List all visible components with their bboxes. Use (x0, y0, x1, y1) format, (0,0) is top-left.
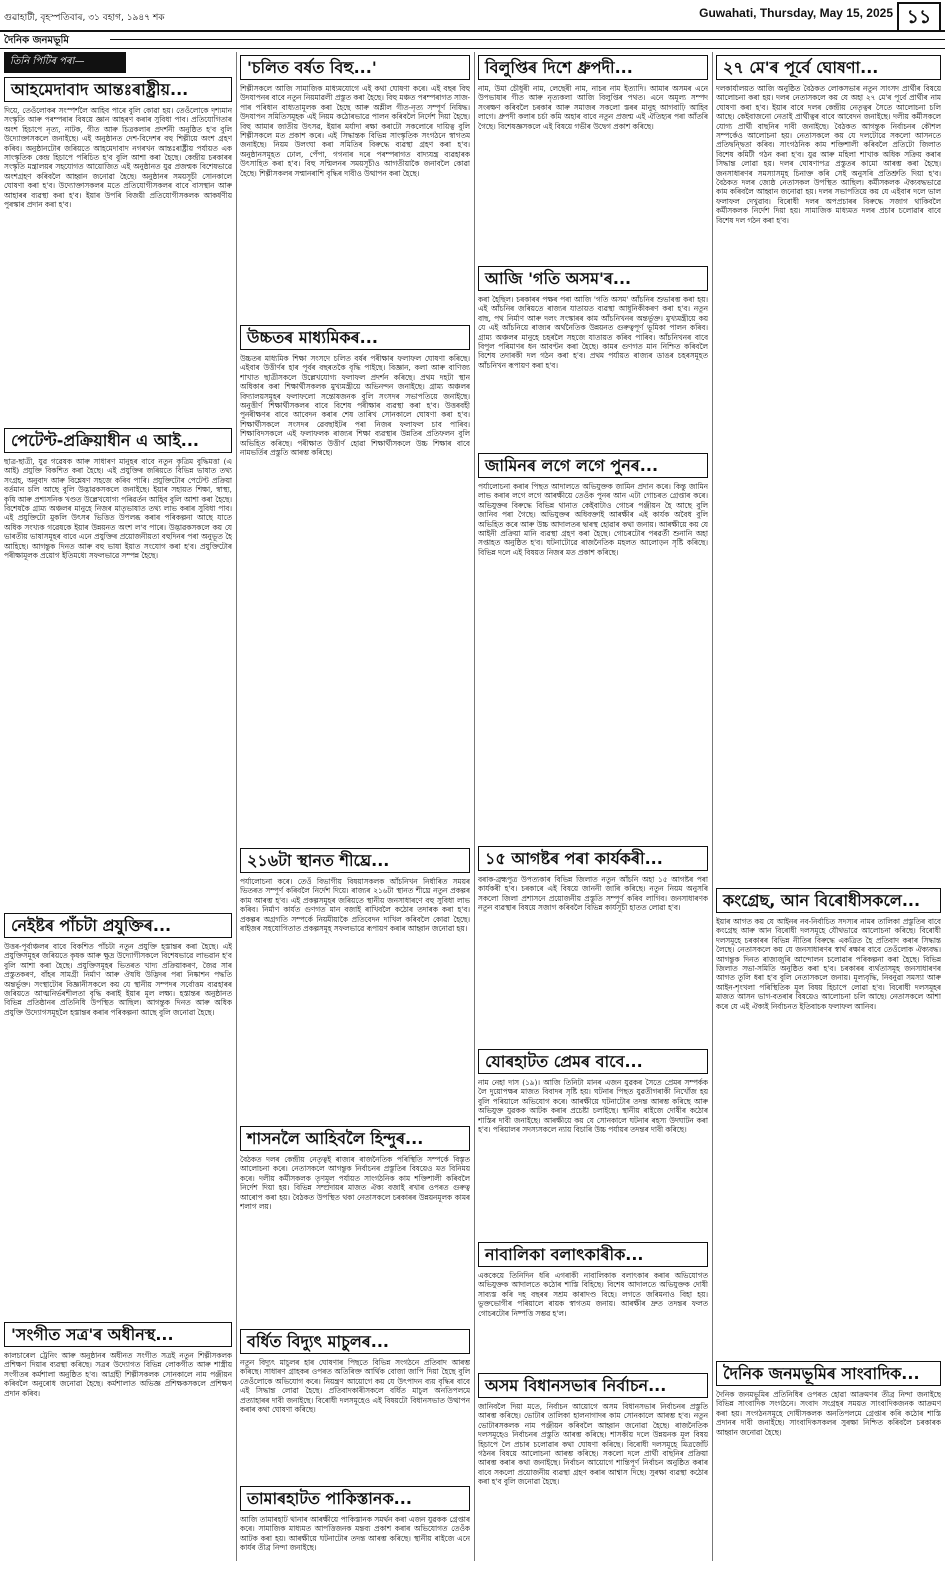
article-headline: তামাৰহাটত পাকিস্তানক... (240, 1486, 470, 1511)
article-electricity-tariff (240, 1329, 470, 1482)
article-body: উত্তৰ-পূৰ্বাঞ্চলৰ বাবে বিকশিত পাঁচটা নতুন প্ৰযুক্তি হস্তান্তৰ কৰা হৈছে। এই প্ৰযুক্তিসমূহৰ জৰিয়তে কৃষক আৰু ক্ষুদ্ৰ উদ্যোগীসকলে বিশেষভাৱে লাভৱান হ'ব বুলি আশা কৰা হৈছে। প্ৰযুক্তিসমূহৰ ভিতৰত খাদ্য প্ৰক্ৰিয়াকৰণ, জৈৱ সাৰ প্ৰস্তুতকৰণ, বাঁহৰ সামগ্ৰী নিৰ্মাণ আৰু ঔষধি উদ্ভিদৰ পৰা নিষ্কাশন পদ্ধতি অন্তৰ্ভুক্ত। সংস্থাটোৰ বিজ্ঞানীসকলে কয় যে স্থানীয় সম্পদৰ সৰ্বোত্তম ব্যৱহাৰৰ জৰিয়তে আত্মনিৰ্ভৰশীলতা বৃদ্ধি কৰাই ইয়াৰ মূল লক্ষ্য। হস্তান্তৰ অনুষ্ঠানত বিভিন্ন প্ৰতিষ্ঠানৰ প্ৰতিনিধি উপস্থিত আছিল। আগন্তুক দিনত আৰু অধিক প্ৰযুক্তি উদ্যোগসমূহলৈ হস্তান্তৰ কৰাৰ পৰিকল্পনা আছে বুলি জনোৱা হৈছে। (4, 942, 232, 1017)
column-divider (236, 52, 237, 1561)
article-headline: উচ্চতৰ মাধ্যমিকৰ... (240, 325, 470, 350)
article-216-places (240, 848, 470, 1122)
article-body: দলকাৰ্যালয়ত আজি অনুষ্ঠিত বৈঠকত লোকসভাৰ নতুন সাংসদ প্ৰাৰ্থীৰ বিষয়ে আলোচনা কৰা হয়। দলৰ নেতাসকলে কয় যে অহা ২৭ মে'ৰ পূৰ্বে প্ৰাৰ্থীৰ নাম ঘোষণা কৰা হ'ব। ইয়াৰ বাবে দলৰ কেন্দ্ৰীয় নেতৃত্বৰ সৈতে আলোচনা চলি আছে। কেইবাজনো নেতাই প্ৰাৰ্থীত্বৰ বাবে আবেদন জনাইছে। দলীয় কৰ্মীসকলে যোগ্য প্ৰাৰ্থী বাছনিৰ দাবী জনাইছে। বৈঠকত আগন্তুক নিৰ্বাচনৰ কৌশল সম্পৰ্কেও আলোচনা হয়। নেতাসকলে কয় যে দলটোৱে সকলো আসনতে প্ৰতিদ্বন্দ্বিতা কৰিব। সাংগঠনিক কাম শক্তিশালী কৰিবলৈ প্ৰতিটো জিলাত বিশেষ কমিটী গঠন কৰা হ'ব। যুৱ আৰু মহিলা শাখাক অধিক সক্ৰিয় কৰাৰ সিদ্ধান্ত লোৱা হয়। দলৰ ঘোষণাপত্ৰ প্ৰস্তুতৰ কামো আৰম্ভ কৰা হৈছে। জনসাধাৰণৰ সমস্যাসমূহ চিনাক্ত কৰি সেই অনুসৰি প্ৰতিশ্ৰুতি দিয়া হ'ব। বৈঠকত দলৰ জ্যেষ্ঠ নেতাসকল উপস্থিত আছিল। কৰ্মীসকলক ঐক্যবদ্ধভাৱে কাম কৰিবলৈ আহ্বান জনোৱা হয়। দলৰ সভাপতিয়ে কয় যে এইবাৰ দলে ভাল ফলাফল দেখুৱাব। বিৰোধী দলৰ অপপ্ৰচাৰৰ বিৰুদ্ধে সজাগ থাকিবলৈ কৰ্মীসকলক নিৰ্দেশ দিয়া হয়। সামাজিক মাধ্যমত দলৰ প্ৰচাৰ চলোৱাৰ বাবে বিশেষ দল গঠন কৰা হ'ব। (716, 84, 941, 225)
article-minor-rape (478, 1242, 708, 1369)
article-headline: ২১৬টা স্থানত শীঘ্ৰে... (240, 848, 470, 873)
article-body: শিল্পীসকলে আজি সামাজিক মাধ্যমযোগে এই কথা ঘোষণা কৰে। এই বছৰ বিহু উদযাপনৰ বাবে নতুন নিয়মাৱলী প্ৰস্তুত কৰা হৈছে। বিহু মঞ্চত পৰম্পৰাগত সাজ-পাৰ পৰিধান বাধ্যতামূলক কৰা হৈছে আৰু অশ্লীল গীত-নৃত্য সম্পূৰ্ণ নিষিদ্ধ। উদযাপন সমিতিসমূহক এই নিয়ম কঠোৰভাৱে পালন কৰিবলৈ নিৰ্দেশ দিয়া হৈছে। বিহু আমাৰ জাতীয় উৎসৱ, ইয়াৰ মৰ্যাদা ৰক্ষা কৰাটো সকলোৰে দায়িত্ব বুলি শিল্পীসকলে মত প্ৰকাশ কৰে। এই সিদ্ধান্তক বিভিন্ন সাংস্কৃতিক সংগঠনে স্বাগতম জনাইছে। নিয়ম উলংঘা কৰা সমিতিৰ বিৰুদ্ধে ব্যৱস্থা গ্ৰহণ কৰা হ'ব। অনুষ্ঠানসমূহত ঢোল, পেঁপা, গগনাৰ দৰে পৰম্পৰাগত বাদ্যযন্ত্ৰ ব্যৱহাৰক উৎসাহিত কৰা হ'ব। বিহু সন্মিলনৰ সময়সূচীও আগতীয়াকৈ জনাবলৈ কোৱা হৈছে। শিল্পীসকলৰ সন্মানৰাশি বৃদ্ধিৰ দাবীও উত্থাপন কৰা হৈছে। (240, 84, 470, 178)
article-body: দিয়ে, তেওঁলোকৰ সংস্পৰ্শলৈ আহিব পাৰে বুলি কোৱা হয়। তেওঁলোকে দৃশ্যমান সংস্কৃতি আৰু পৰম্পৰাৰ বিষয়ে জ্ঞান আহৰণ কৰাৰ সুবিধা পাব। প্ৰতিযোগিতাৰ অংশ হিচাপে নৃত্য, নাটক, গীত আৰু চিত্ৰকলাৰ প্ৰদৰ্শনী অনুষ্ঠিত হ'ব বুলি উদ্যোক্তাসকলে জনাইছে। এই অনুষ্ঠানত দেশ-বিদেশৰ বহু শিল্পীয়ে অংশ গ্ৰহণ কৰিব। অনুষ্ঠানটোৰ জৰিয়তে আহমেদাবাদ নগৰখন আন্তঃৰাষ্ট্ৰীয় পৰ্যায়ত এক সাংস্কৃতিক কেন্দ্ৰ হিচাপে পৰিচিত হ'ব বুলি আশা কৰা হৈছে। কেন্দ্ৰীয় চৰকাৰৰ সংস্কৃতি মন্ত্ৰালয়ৰ সহযোগত আয়োজিত এই অনুষ্ঠানত যুৱ প্ৰজন্মক বিশেষভাৱে অংশগ্ৰহণ কৰিবলৈ আহ্বান জনোৱা হৈছে। অনুষ্ঠানৰ সময়সূচী সোনকালে ঘোষণা কৰা হ'ব। উদ্যোক্তাসকলৰ মতে প্ৰতিযোগীসকলৰ বাবে বাসস্থান আৰু আহাৰৰ ব্যৱস্থা কৰা হ'ব। ইয়াৰ উপৰি বিজয়ী প্ৰতিযোগীসকলক আকৰ্ষণীয় পুৰস্কাৰ প্ৰদান কৰা হ'ব। (4, 106, 232, 210)
article-body: আজি তামাৰহাট থানাৰ আৰক্ষীয়ে পাকিস্তানক সমৰ্থন কৰা এজন যুৱকক গ্ৰেপ্তাৰ কৰে। সামাজিক মাধ্যমত আপত্তিজনক মন্তব্য প্ৰকাশ কৰাৰ অভিযোগত তেওঁক আটক কৰা হয়। আৰক্ষীয়ে ঘটনাটোৰ তদন্ত আৰম্ভ কৰিছে। স্থানীয় ৰাইজে এনে কাৰ্যৰ তীব্ৰ নিন্দা জনাইছে। (240, 1515, 470, 1553)
article-tamarhat (240, 1486, 470, 1561)
masthead (0, 0, 945, 30)
column-2 (240, 52, 470, 1561)
column-1 (4, 52, 232, 1561)
article-jorhat (478, 1049, 708, 1238)
article-body: পৰ্যালোচনা কৰে। তেওঁ বিভাগীয় বিষয়াসকলক আঁচনিখন নিৰ্ধাৰিত সময়ৰ ভিতৰত সম্পূৰ্ণ কৰিবলৈ নিৰ্দেশ দিয়ে। ৰাজ্যৰ ২১৬টা স্থানত শীঘ্ৰে নতুন প্ৰকল্পৰ কাম আৰম্ভ হ'ব। এই প্ৰকল্পসমূহৰ জৰিয়তে স্থানীয় জনসাধাৰণে বহু সুবিধা লাভ কৰিব। নিৰ্মাণ কাৰ্যত গুণগত মান বজাই ৰাখিবলৈ কঠোৰ তদাৰক কৰা হ'ব। প্ৰকল্পৰ অগ্ৰগতি সম্পৰ্কে নিয়মীয়াকৈ প্ৰতিবেদন দাখিল কৰিবলৈ কোৱা হৈছে। ৰাইজৰ সহযোগিতাত প্ৰকল্পসমূহ সফলভাৱে ৰূপায়ণ কৰাৰ আহ্বান জনোৱা হয়। (240, 877, 470, 934)
article-august-15 (478, 846, 708, 1045)
column-4 (716, 52, 941, 1561)
article-headline: ২৭ মে'ৰ পূৰ্বে ঘোষণা... (716, 55, 941, 80)
article-headline: 'সংগীত সত্ৰ'ৰ অধীনস্থ... (4, 1322, 232, 1347)
article-headline: ১৫ আগষ্টৰ পৰা কাৰ্যকৰী... (478, 846, 708, 871)
newspaper-name: দৈনিক জনমভূমি (4, 35, 69, 46)
article-body: নতুন বিদ্যুৎ মাচুলৰ হাৰ ঘোষণাৰ পিছতে বিভিন্ন সংগঠনে প্ৰতিবাদ আৰম্ভ কৰিছে। সাধাৰণ গ্ৰাহকৰ ওপৰত অতিৰিক্ত আৰ্থিক বোজা জাপি দিয়া হৈছে বুলি তেওঁলোকে অভিযোগ কৰে। নিয়ন্ত্ৰণ আয়োগে কয় যে উৎপাদন ব্যয় বৃদ্ধিৰ বাবে এই সিদ্ধান্ত লোৱা হৈছে। প্ৰতিবাদকাৰীসকলে বৰ্ধিত মাচুল অনতিপলমে প্ৰত্যাহাৰৰ দাবী জনাইছে। বিৰোধী দলসমূহেও এই বিষয়টো বিধানসভাত উত্থাপন কৰাৰ কথা ঘোষণা কৰিছে। (240, 1358, 470, 1415)
article-headline: অসম বিধানসভাৰ নিৰ্বাচন... (478, 1373, 708, 1398)
article-body: কৰা হৈছিল। চৰকাৰৰ পক্ষৰ পৰা আজি 'গতি অসম' আঁচনিৰ শুভাৰম্ভ কৰা হয়। এই আঁচনিৰ জৰিয়তে ৰাজ্যৰ যাতায়ত ব্যৱস্থা আধুনিকীকৰণ কৰা হ'ব। নতুন বাছ, পথ নিৰ্মাণ আৰু দলং সংস্কাৰৰ কাম আঁচনিখনৰ অন্তৰ্ভুক্ত। মুখ্যমন্ত্ৰীয়ে কয় যে এই আঁচনিয়ে ৰাজ্যৰ অৰ্থনৈতিক উন্নয়নত গুৰুত্বপূৰ্ণ ভূমিকা পালন কৰিব। গ্ৰাম্য অঞ্চলৰ মানুহে চহৰলৈ সহজে যাতায়ত কৰিব পাৰিব। আঁচনিখনৰ বাবে বিপুল পৰিমাণৰ ধন আবণ্টন কৰা হৈছে। কামৰ গুণগত মান নিশ্চিত কৰিবলৈ বিশেষ তদাৰকী দল গঠন কৰা হ'ব। প্ৰথম পৰ্যায়ত ৰাজ্যৰ ডাঙৰ চহৰসমূহত আঁচনিখন ৰূপায়ণ কৰা হ'ব। (478, 295, 708, 370)
article-bail (478, 453, 708, 842)
article-body: দৈনিক জনমভূমিৰ প্ৰতিনিধিৰ ওপৰত হোৱা আক্ৰমণৰ তীব্ৰ নিন্দা জনাইছে বিভিন্ন সাংবাদিক সংগঠনে। সংবাদ সংগ্ৰহৰ সময়ত সাংবাদিকজনক আক্ৰমণ কৰা হয়। সংগঠনসমূহে দোষীসকলক অনতিপলমে গ্ৰেপ্তাৰ কৰি কঠোৰ শাস্তি প্ৰদানৰ দাবী জনাইছে। সাংবাদিকসকলৰ সুৰক্ষা নিশ্চিত কৰিবলৈ চৰকাৰক আহ্বান জনোৱা হৈছে। (716, 1390, 941, 1437)
article-headline: নাবালিকা বলাৎকাৰীক... (478, 1242, 708, 1267)
article-body: উচ্চতৰ মাধ্যমিক শিক্ষা সংসদে চলিত বৰ্ষৰ পৰীক্ষাৰ ফলাফল ঘোষণা কৰিছে। এইবাৰ উত্তীৰ্ণৰ হাৰ পূৰ্বৰ বছৰতকৈ বৃদ্ধি পাইছে। বিজ্ঞান, কলা আৰু বাণিজ্য শাখাত ছাত্ৰীসকলে উল্লেখযোগ্য ফলাফল প্ৰদৰ্শন কৰিছে। প্ৰথম দহটা স্থান অধিকাৰ কৰা শিক্ষাৰ্থীসকলক মুখ্যমন্ত্ৰীয়ে অভিনন্দন জনাইছে। গ্ৰাম্য অঞ্চলৰ বিদ্যালয়সমূহৰ ফলাফলো সন্তোষজনক বুলি সংসদৰ সভাপতিয়ে জনাইছে। অনুত্তীৰ্ণ শিক্ষাৰ্থীসকলৰ বাবে বিশেষ পৰীক্ষাৰ ব্যৱস্থা কৰা হ'ব। উত্তৰবহী পুনৰীক্ষণৰ বাবে আবেদন কৰাৰ শেষ তাৰিখ সোনকালে ঘোষণা কৰা হ'ব। শিক্ষাৰ্থীসকলে সংসদৰ ৱেবছাইটৰ পৰা নিজৰ ফলাফল চাব পাৰিব। শিক্ষাবিদসকলে এই ফলাফলক ৰাজ্যৰ শিক্ষা ব্যৱস্থাৰ উন্নতিৰ প্ৰতিফলন বুলি অভিহিত কৰিছে। পৰীক্ষাত উত্তীৰ্ণ হোৱা শিক্ষাৰ্থীসকলে উচ্চ শিক্ষাৰ বাবে নামভৰ্তিৰ প্ৰস্তুতি আৰম্ভ কৰিছে। (240, 354, 470, 458)
brand-bar (0, 30, 945, 49)
column-divider (712, 52, 713, 1561)
article-body: বৰাক-ব্ৰহ্মপুত্ৰ উপত্যকাৰ বিভিন্ন জিলাত নতুন আঁচনি অহা ১৫ আগষ্টৰ পৰা কাৰ্যকৰী হ'ব। চৰকাৰে এই বিষয়ে জাননী জাৰি কৰিছে। নতুন নিয়ম অনুসৰি সকলো জিলা প্ৰশাসনে প্ৰয়োজনীয় প্ৰস্তুতি সম্পূৰ্ণ কৰিব লাগিব। জনসাধাৰণক নতুন ব্যৱস্থাৰ বিষয়ে সজাগ কৰিবলৈ বিভিন্ন কাৰ্যসূচী হাতত লোৱা হ'ব। (478, 875, 708, 913)
article-headline: আহমেদাবাদ আন্তঃৰাষ্ট্ৰীয়... (4, 77, 232, 102)
article-headline: নেইষ্টৰ পাঁচটা প্ৰযুক্তিৰ... (4, 913, 232, 938)
article-headline: জামিনৰ লগে লগে পুনৰ... (478, 453, 708, 478)
article-hs-result (240, 325, 470, 844)
article-body: কালচাৰেল ট্ৰেনিং আৰু অনুষ্ঠানৰ অধীনত সংগীত সত্ৰই নতুন শিল্পীসকলক প্ৰশিক্ষণ দিয়াৰ ব্যৱস্থা কৰিছে। সত্ৰৰ উদ্যোগত বিভিন্ন লোকগীত আৰু শাস্ত্ৰীয় সংগীতৰ কৰ্মশালা অনুষ্ঠিত হ'ব। আগ্ৰহী শিল্পীসকলক সোনকালে নাম পঞ্জীয়ন কৰিবলৈ অনুৰোধ জনোৱা হৈছে। কৰ্মশালাত অভিজ্ঞ প্ৰশিক্ষকসকলে প্ৰশিক্ষণ প্ৰদান কৰিব। (4, 1351, 232, 1398)
article-body: ইয়াৰ আগত কয় যে আইনৰ নব-নিৰ্বাচিত সদস্যৰ নামৰ তালিকা প্ৰস্তুতিৰ বাবে কংগ্ৰেছ আৰু আন বিৰোধী দলসমূহে যৌথভাৱে আলোচনা কৰিছে। বিৰোধী দলসমূহে চৰকাৰৰ বিভিন্ন নীতিৰ বিৰুদ্ধে একত্ৰিত হৈ প্ৰতিবাদ কৰাৰ সিদ্ধান্ত লৈছে। নেতাসকলে কয় যে জনসাধাৰণৰ স্বাৰ্থ ৰক্ষাৰ বাবে তেওঁলোক ঐক্যবদ্ধ। আগন্তুক দিনত ৰাজ্যজুৰি আন্দোলন চলোৱাৰ পৰিকল্পনা কৰা হৈছে। বিভিন্ন জিলাত সভা-সমিতি অনুষ্ঠিত কৰা হ'ব। চৰকাৰৰ ব্যৰ্থতাসমূহ জনসাধাৰণৰ আগত তুলি ধৰা হ'ব বুলি নেতাসকলে জনায়। মূল্যবৃদ্ধি, নিবনুৱা সমস্যা আৰু আইন-শৃংখলা পৰিস্থিতিক মূল বিষয় হিচাপে লোৱা হ'ব। বিৰোধী দলসমূহৰ মাজত আসন ভাগ-বতৰাৰ বিষয়েও আলোচনা চলি আছে। নেতাসকলে আশা কৰে যে এই ঐক্যই নিৰ্বাচনত ইতিবাচক ফলাফল আনিব। (716, 917, 941, 1011)
article-body: বৈঠকত দলৰ কেন্দ্ৰীয় নেতৃত্বই ৰাজ্যৰ ৰাজনৈতিক পৰিস্থিতি সম্পৰ্কে বিস্তৃত আলোচনা কৰে। নেতাসকলে আগন্তুক নিৰ্বাচনৰ প্ৰস্তুতিৰ বিষয়েও মত বিনিময় কৰে। দলীয় কৰ্মীসকলক তৃণমূল পৰ্যায়ত সাংগঠনিক কাম শক্তিশালী কৰিবলৈ নিৰ্দেশ দিয়া হয়। বিভিন্ন সম্প্ৰদায়ৰ মাজত ঐক্য বজাই ৰখাৰ ওপৰত গুৰুত্ব আৰোপ কৰা হয়। বৈঠকত উপস্থিত থকা নেতাসকলে চৰকাৰৰ উন্নয়নমূলক কামৰ শলাগ লয়। (240, 1155, 470, 1212)
article-assembly-election (478, 1373, 708, 1561)
article-congress-opposition (716, 888, 941, 1357)
article-hindu-rule (240, 1126, 470, 1325)
article-bihu (240, 55, 470, 321)
article-sangeet-satra (4, 1322, 232, 1446)
article-body: ছাত্ৰ-ছাত্ৰী, যুৱ গৱেষক আৰু সাধাৰণ মানুহৰ বাবে নতুন কৃত্ৰিম বুদ্ধিমত্তা (এ আই) প্ৰযুক্তি বিকশিত কৰা হৈছে। এই প্ৰযুক্তিৰ জৰিয়তে বিভিন্ন ভাষাত তথ্য সংগ্ৰহ, অনুবাদ আৰু বিশ্লেষণ সহজে কৰিব পাৰি। প্ৰযুক্তিটোৰ পেটেণ্ট প্ৰক্ৰিয়া বৰ্তমান চলি আছে বুলি উদ্ভাৱকসকলে জনাইছে। ইয়াৰ সহায়ত শিক্ষা, স্বাস্থ্য, কৃষি আৰু প্ৰশাসনিক খণ্ডত উল্লেখযোগ্য পৰিৱৰ্তন আহিব বুলি আশা কৰা হৈছে। বিশেষকৈ গ্ৰাম্য অঞ্চলৰ মানুহে নিজৰ মাতৃভাষাত তথ্য লাভ কৰাৰ সুবিধা পাব। এই প্ৰযুক্তিটো মুকলি উৎসৰ ভিত্তিত উপলব্ধ কৰাৰ পৰিকল্পনা আছে যাতে অধিক সংখ্যক গৱেষকে ইয়াৰ উন্নয়নত অংশ ল'ব পাৰে। উদ্ভাৱকসকলে কয় যে ভাৰতীয় ভাষাসমূহৰ বাবে এনে প্ৰযুক্তিৰ প্ৰয়োজনীয়তা বহুদিনৰ পৰা অনুভূত হৈ আহিছে। আগন্তুক দিনত আৰু বহু ভাষা ইয়াত সংযোগ কৰা হ'ব। প্ৰযুক্তিটোৰ পৰীক্ষামূলক প্ৰয়োগ ইতিমধ্যে সফলভাৱে সম্পন্ন হৈছে। (4, 457, 232, 561)
article-headline: বিলুপ্তিৰ দিশে ধ্ৰুপদী... (478, 55, 708, 80)
article-headline: পেটেণ্ট-প্ৰক্ৰিয়াধীন এ আই... (4, 428, 232, 453)
article-gati-asom (478, 266, 708, 449)
article-classical-extinction (478, 55, 708, 262)
article-body: এককেয়ে তিনিদিন ধৰি এগৰাকী নাবালিকাক বলাৎকাৰ কৰাৰ অভিযোগত অভিযুক্তক আদালতে কঠোৰ শাস্তি বিহিছে। বিশেষ আদালতে অভিযুক্তক দোষী সাব্যস্ত কৰি দহ বছৰৰ সশ্ৰম কাৰাদণ্ড বিহে। লগতে জৰিমনাও বিহা হয়। ভুক্তভোগীৰ পৰিয়ালে ৰায়ক স্বাগতম জনায়। আৰক্ষীৰ দ্ৰুত তদন্তৰ ফলত গোচৰটোৰ নিষ্পত্তি সম্ভৱ হ'ল। (478, 1271, 708, 1318)
article-headline: কংগ্ৰেছ, আন বিৰোধীসকলে... (716, 888, 941, 913)
article-headline: 'চলিত বৰ্ষত বিহু...' (240, 55, 470, 80)
article-body: নাম, উমা চৌধুৰী নাম, লেছেৰী নাম, নাচৰ নাম ইত্যাদি। আমাৰ অসমৰ এনে উপভাষাৰ গীত আৰু নৃত্যকলা আজি বিলুপ্তিৰ পথত। এনে অমূল্য সম্পদ সংৰক্ষণ কৰিবলৈ চৰকাৰ আৰু সমাজৰ সকলো স্তৰৰ মানুহ আগবাঢ়ি আহিব লাগে। ধ্ৰুপদী কলাৰ চৰ্চা কমি অহাৰ বাবে নতুন প্ৰজন্ম এই ঐতিহ্যৰ পৰা আঁতৰি গৈছে। বিশেষজ্ঞসকলে এই বিষয়ে গভীৰ উদ্বেগ প্ৰকাশ কৰিছে। (478, 84, 708, 131)
article-ai-patent (4, 428, 232, 909)
column-3 (478, 52, 708, 1561)
section-tag: তিনি পিটিৰ পৰা— (4, 52, 126, 73)
article-headline: শাসনলৈ আহিবলৈ হিন্দুৰ... (240, 1126, 470, 1151)
article-may-27 (716, 55, 941, 884)
date-assamese: গুৱাহাটী, বৃহস্পতিবাৰ, ৩১ বহাগ, ১৯৪৭ শক (4, 13, 165, 23)
article-headline: আজি 'গতি অসম'ৰ... (478, 266, 708, 291)
article-neist (4, 913, 232, 1318)
divider (110, 39, 945, 40)
date-english: Guwahati, Thursday, May 15, 2025 (699, 6, 893, 20)
article-headline: বৰ্ধিত বিদ্যুৎ মাচুলৰ... (240, 1329, 470, 1354)
page-number: ১১ (897, 2, 941, 32)
article-body: নাম নেহা দাস (১৯)। আজি তিনিটা মানৰ এজন যুৱকৰ সৈতে প্ৰেমৰ সম্পৰ্কক লৈ দুয়োপক্ষৰ মাজত বিবাদৰ সৃষ্টি হয়। ঘটনাৰ পিছত যুৱতীগৰাকী নিখোঁজ হয় বুলি পৰিয়ালে অভিযোগ কৰে। আৰক্ষীয়ে ঘটনাটোৰ তদন্ত আৰম্ভ কৰিছে আৰু অভিযুক্ত যুৱকক আটক কৰাৰ প্ৰচেষ্টা চলাইছে। স্থানীয় ৰাইজে দোষীৰ কঠোৰ শাস্তিৰ দাবী জনাইছে। আৰক্ষীয়ে কয় যে সোনকালে ঘটনাৰ ৰহস্য উদঘাটন কৰা হ'ব। পৰিয়ালৰ সদস্যসকলে ন্যায় বিচাৰি উচ্চ পৰ্যায়ৰ তদন্তৰ দাবী কৰিছে। (478, 1078, 708, 1135)
article-headline: দৈনিক জনমভূমিৰ সাংবাদিক... (716, 1361, 941, 1386)
article-body: জানিবলৈ দিয়া মতে, নিৰ্বাচন আয়োগে অসম বিধানসভাৰ নিৰ্বাচনৰ প্ৰস্তুতি আৰম্ভ কৰিছে। ভোটাৰ তালিকা হালনাগাদৰ কাম সোনকালে আৰম্ভ হ'ব। নতুন ভোটাৰসকলক নাম পঞ্জীয়ন কৰিবলৈ আহ্বান জনোৱা হৈছে। ৰাজনৈতিক দলসমূহেও নিৰ্বাচনৰ প্ৰস্তুতি আৰম্ভ কৰিছে। শাসকীয় দলে উন্নয়নক মূল বিষয় হিচাপে লৈ প্ৰচাৰ চলোৱাৰ কথা ঘোষণা কৰিছে। বিৰোধী দলসমূহে মিত্ৰজোঁট গঠনৰ বিষয়ে আলোচনা আৰম্ভ কৰিছে। সকলো দলে প্ৰাৰ্থী বাছনিৰ প্ৰক্ৰিয়া আৰম্ভ কৰাৰ কথা জনাইছে। নিৰ্বাচন আয়োগে শান্তিপূৰ্ণ নিৰ্বাচন অনুষ্ঠিত কৰাৰ বাবে সকলো প্ৰয়োজনীয় ব্যৱস্থা গ্ৰহণ কৰাৰ আশ্বাস দিছে। সুৰক্ষা ব্যৱস্থা কঠোৰ কৰা হ'ব বুলি জনোৱা হৈছে। (478, 1402, 708, 1487)
article-journalist (716, 1361, 941, 1530)
column-divider (474, 52, 475, 1561)
article-headline: যোৰহাটত প্ৰেমৰ বাবে... (478, 1049, 708, 1074)
article-ahmedabad (4, 77, 232, 424)
article-body: পৰ্যালোচনা কৰাৰ পিছত আদালতে অভিযুক্তক জামিন প্ৰদান কৰে। কিন্তু জামিন লাভ কৰাৰ লগে লগে আৰক্ষীয়ে তেওঁক পুনৰ আন এটা গোচৰত গ্ৰেপ্তাৰ কৰে। অভিযুক্তৰ বিৰুদ্ধে বিভিন্ন থানাত কেইবাটাও গোচৰ পঞ্জীয়ন হৈ আছে বুলি জানিব পৰা গৈছে। অভিযুক্তৰ অধিবক্তাই আৰক্ষীৰ এই কাৰ্যক অবৈধ বুলি অভিহিত কৰে আৰু উচ্চ আদালতৰ দ্বাৰস্থ হোৱাৰ কথা জনায়। আৰক্ষীয়ে কয় যে আইনী প্ৰক্ৰিয়া মানি ব্যৱস্থা গ্ৰহণ কৰা হৈছে। গোচৰটোৰ পৰৱৰ্তী শুনানি অহা সপ্তাহত অনুষ্ঠিত হ'ব। ঘটনাটোৱে ৰাজনৈতিক মহলত আলোড়ন সৃষ্টি কৰিছে। বিভিন্ন দলে এই বিষয়ত নিজৰ মত প্ৰকাশ কৰিছে। (478, 482, 708, 557)
